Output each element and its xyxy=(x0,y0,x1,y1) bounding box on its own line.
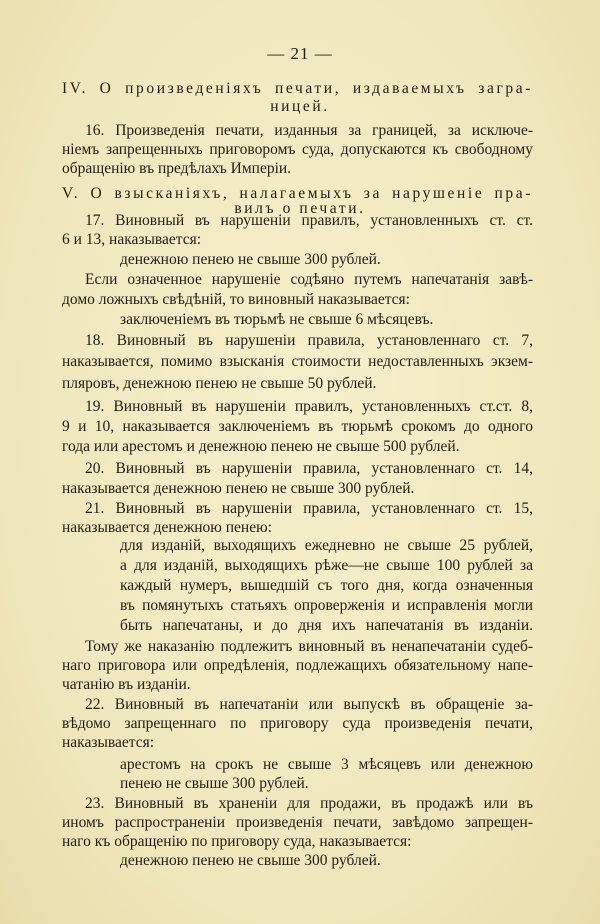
paragraph-line: 17. Виновный въ нарушеніи правилъ, установленныхъ ст. ст. xyxy=(85,212,533,229)
paragraph-line: ніемъ запрещенныхъ приговоромъ суда, допускаются къ свободному xyxy=(62,141,533,158)
paragraph-line: обращенію въ предѣлахъ Имперіи. xyxy=(62,160,292,177)
paragraph-line: домо ложныхъ свѣдѣній, то виновный наказывается: xyxy=(62,291,410,308)
paragraph-line: 18. Виновный въ нарушеніи правила, установленнаго ст. 7, xyxy=(85,332,533,349)
page-number: — 21 — xyxy=(267,44,333,63)
paragraph-line: 16. Произведенія печати, изданныя за границей, за исключе- xyxy=(85,122,533,139)
paragraph-line: наказывается денежною пенею: xyxy=(62,519,272,536)
penalty-line: арестомъ на срокъ не свыше 3 мѣсяцевъ или денежною xyxy=(120,756,533,773)
paragraph-line: Тому же наказанію подлежитъ виновный въ ненапечатаніи судеб- xyxy=(85,638,533,655)
paragraph-line: наго къ обращенію по приговору суда, наказывается: xyxy=(62,833,412,850)
paragraph-line: 20. Виновный въ нарушеніи правила, установленнаго ст. 14, xyxy=(85,460,533,477)
paragraph-line: чатанію въ изданіи. xyxy=(62,676,191,693)
penalty-line: въ помянутыхъ статьяхъ опроверженія и исправленія могли xyxy=(120,597,533,614)
paragraph-line: Если означенное нарушеніе содѣяно путемъ напечатанія завѣ- xyxy=(85,271,533,288)
penalty-line: заключеніемъ въ тюрьмѣ не свыше 6 мѣсяцевъ. xyxy=(120,311,434,328)
paragraph-line: наказывается денежною пенею не свыше 300 рублей. xyxy=(62,480,415,497)
paragraph-line: наказывается, помимо взысканія стоимости недоставленныхъ экзем- xyxy=(62,353,533,370)
paragraph-line: 9 и 10, наказывается заключеніемъ въ тюрьмѣ срокомъ до одного xyxy=(62,418,533,435)
penalty-line: денежною пенею не свыше 300 рублей. xyxy=(120,251,381,268)
paragraph-line: вѣдомо запрещеннаго по приговору суда произведенія печати, xyxy=(62,715,533,732)
paragraph-line: 6 и 13, наказывается: xyxy=(62,231,202,248)
section-heading: V. О взысканіяхъ, налагаемыхъ за нарушеніе пра- xyxy=(62,185,533,202)
section-heading: ницей. xyxy=(270,98,330,115)
paragraph-line: 22. Виновный въ напечатаніи или выпускѣ въ обращеніе за- xyxy=(85,696,533,713)
paragraph-line: 21. Виновный въ нарушеніи правила, установленнаго ст. 15, xyxy=(85,500,533,517)
paragraph-line: пляровъ, денежною пенею не свыше 50 рублей. xyxy=(62,375,377,392)
paragraph-line: года или арестомъ и денежною пенею не свыше 500 рублей. xyxy=(62,438,460,455)
penalty-line: для изданій, выходящихъ ежедневно не свыше 25 рублей, xyxy=(120,537,533,554)
paragraph-line: наго приговора или опредѣленія, подлежащихъ обязательному напе- xyxy=(62,657,533,674)
paragraph-line: иномъ распространеніи произведенія печати, завѣдомо запрещен- xyxy=(62,814,533,831)
section-heading: IV. О произведеніяхъ печати, издаваемыхъ загра- xyxy=(62,80,533,97)
penalty-line: а для изданій, выходящихъ рѣже—не свыше 100 рублей за xyxy=(120,557,533,574)
penalty-line: денежною пенею не свыше 300 рублей. xyxy=(120,852,381,869)
paragraph-line: 23. Виновный въ храненіи для продажи, въ продажѣ или въ xyxy=(85,795,533,812)
penalty-line: каждый нумеръ, вышедшій съ того дня, когда означенныя xyxy=(120,577,533,594)
paragraph-line: 19. Виновный въ нарушеніи правилъ, установленныхъ ст.ст. 8, xyxy=(85,398,533,415)
section-heading: вилъ о печати. xyxy=(234,200,366,217)
penalty-line: пенею не свыше 300 рублей. xyxy=(120,775,309,792)
paragraph-line: наказывается: xyxy=(62,734,155,751)
penalty-line: быть напечатаны, и до дня ихъ напечатанія въ изданіи. xyxy=(120,617,533,634)
